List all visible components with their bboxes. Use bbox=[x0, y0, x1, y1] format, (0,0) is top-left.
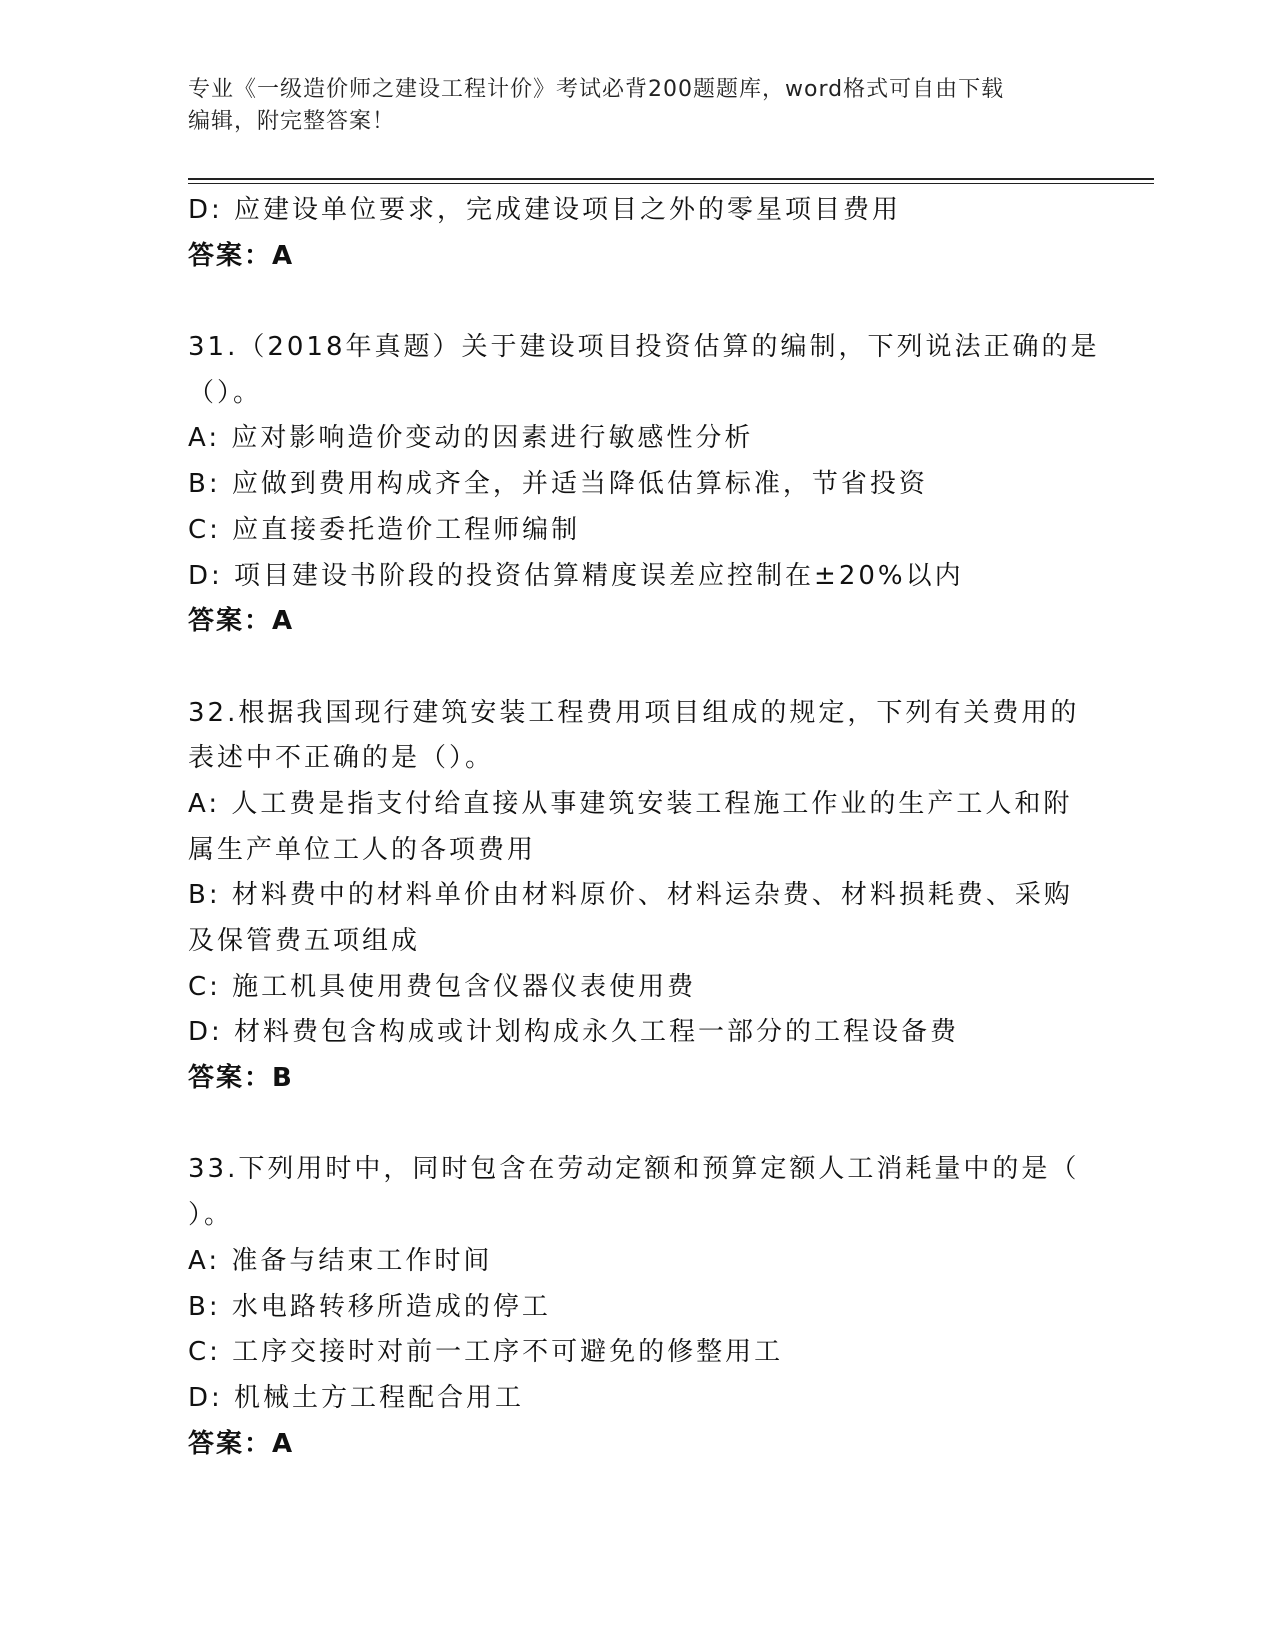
question-list bbox=[188, 188, 1100, 1467]
question-stem: 31.（2018年真题）关于建设项目投资估算的编制，下列说法正确的是 bbox=[188, 332, 1100, 363]
spacer bbox=[188, 279, 1088, 325]
option-d: D: 项目建设书阶段的投资估算精度误差应控制在±20%以内 bbox=[188, 560, 964, 591]
question-stem-continued: ）。 bbox=[188, 1200, 234, 1231]
previous-question-tail bbox=[188, 188, 1088, 279]
answer-label: 答案：A bbox=[188, 1428, 295, 1459]
question-stem: 32.根据我国现行建筑安装工程费用项目组成的规定，下列有关费用的 bbox=[188, 697, 1080, 728]
option-c: C: 工序交接时对前一工序不可避免的修整用工 bbox=[188, 1337, 784, 1368]
question-32 bbox=[188, 691, 1088, 1102]
spacer bbox=[188, 1102, 1088, 1148]
answer-label: 答案：A bbox=[188, 606, 295, 637]
option-a: A: 应对影响造价变动的因素进行敏感性分析 bbox=[188, 423, 754, 454]
option-d: D: 机械土方工程配合用工 bbox=[188, 1382, 525, 1413]
question-stem-continued: （）。 bbox=[188, 377, 263, 408]
option-b-continued: 及保管费五项组成 bbox=[188, 926, 421, 956]
option-b: B: 材料费中的材料单价由材料原价、材料运杂费、材料损耗费、采购 bbox=[188, 880, 1073, 911]
header-rule-thin bbox=[188, 183, 1154, 184]
option-b: B: 水电路转移所造成的停工 bbox=[188, 1291, 551, 1322]
option-d: D: 材料费包含构成或计划构成永久工程一部分的工程设备费 bbox=[188, 1017, 960, 1048]
option-c: C: 应直接委托造价工程师编制 bbox=[188, 514, 581, 545]
option-d: D: 应建设单位要求，完成建设项目之外的零星项目费用 bbox=[188, 195, 902, 225]
page-header bbox=[188, 74, 1088, 138]
question-stem-continued: 表述中不正确的是（）。 bbox=[188, 743, 495, 774]
option-a-continued: 属生产单位工人的各项费用 bbox=[188, 834, 537, 865]
option-b: B: 应做到费用构成齐全，并适当降低估算标准，节省投资 bbox=[188, 469, 928, 500]
option-c: C: 施工机具使用费包含仪器仪表使用费 bbox=[188, 971, 697, 1002]
option-a: A: 人工费是指支付给直接从事建筑安装工程施工作业的生产工人和附 bbox=[188, 788, 1073, 819]
question-31 bbox=[188, 325, 1100, 645]
spacer bbox=[188, 645, 1088, 691]
question-stem: 33.下列用时中，同时包含在劳动定额和预算定额人工消耗量中的是（ bbox=[188, 1154, 1080, 1185]
answer-label: 答案：A bbox=[188, 240, 295, 271]
option-a: A: 准备与结束工作时间 bbox=[188, 1245, 493, 1276]
header-line-2: 编辑，附完整答案！ bbox=[188, 109, 396, 134]
header-rule-thick bbox=[188, 178, 1154, 180]
header-line-1: 专业《一级造价师之建设工程计价》考试必背200题题库，word格式可自由下载 bbox=[188, 77, 1005, 102]
question-33 bbox=[188, 1147, 1088, 1467]
answer-label: 答案：B bbox=[188, 1063, 294, 1094]
